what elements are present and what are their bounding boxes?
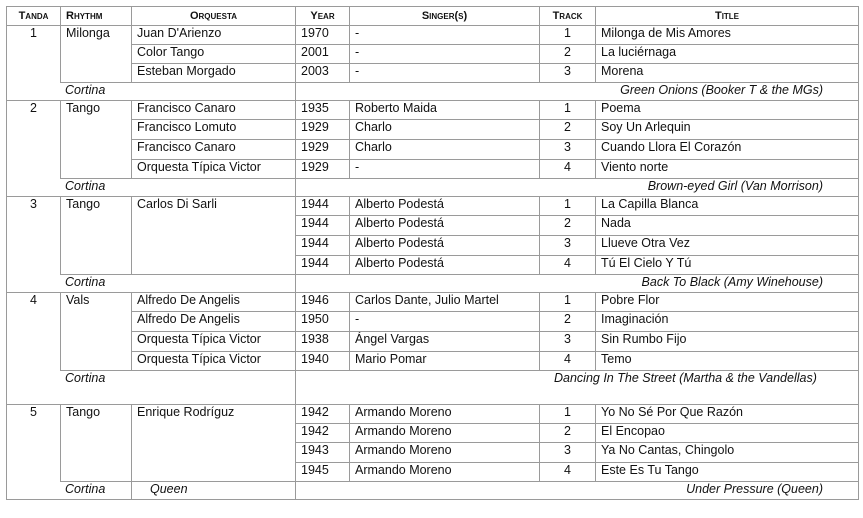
singer-cell: Charlo <box>350 140 540 160</box>
year-cell: 1950 <box>296 312 350 332</box>
year-cell: 1944 <box>296 236 350 256</box>
playlist-table <box>6 6 859 500</box>
table-row <box>7 26 859 45</box>
title-cell: Este Es Tu Tango <box>596 463 859 482</box>
title-cell: Ya No Cantas, Chingolo <box>596 443 859 463</box>
singer-cell: Armando Moreno <box>350 405 540 424</box>
track-cell: 2 <box>540 216 596 236</box>
cortina-row <box>7 275 859 293</box>
year-cell: 1944 <box>296 256 350 275</box>
year-cell: 1929 <box>296 140 350 160</box>
header-orquesta: Orquesta <box>132 7 296 26</box>
title-cell: Yo No Sé Por Que Razón <box>596 405 859 424</box>
singer-cell: Roberto Maida <box>350 101 540 120</box>
track-cell: 3 <box>540 236 596 256</box>
singer-cell: Carlos Dante, Julio Martel <box>350 293 540 312</box>
table-row <box>7 197 859 216</box>
table-row <box>7 45 859 64</box>
orquesta-cell: Juan D'Arienzo <box>132 26 296 45</box>
cortina-row <box>7 371 859 405</box>
track-cell: 3 <box>540 64 596 83</box>
title-cell: Cuando Llora El Corazón <box>596 140 859 160</box>
tanda-number: 4 <box>7 293 61 371</box>
track-cell: 2 <box>540 424 596 443</box>
cortina-title: Brown-eyed Girl (Van Morrison) <box>296 179 859 197</box>
year-cell: 2003 <box>296 64 350 83</box>
singer-cell: Mario Pomar <box>350 352 540 371</box>
cortina-label: Cortina <box>7 275 296 293</box>
year-cell: 1938 <box>296 332 350 352</box>
title-cell: Imaginación <box>596 312 859 332</box>
table-row <box>7 293 859 312</box>
table-row <box>7 352 859 371</box>
cortina-title: Under Pressure (Queen) <box>296 482 859 500</box>
year-cell: 2001 <box>296 45 350 64</box>
header-row <box>7 7 859 26</box>
title-cell: Llueve Otra Vez <box>596 236 859 256</box>
cortina-title: Back To Black (Amy Winehouse) <box>296 275 859 293</box>
orquesta-cell: Francisco Canaro <box>132 101 296 120</box>
singer-cell: Alberto Podestá <box>350 236 540 256</box>
table-row <box>7 140 859 160</box>
table-row <box>7 332 859 352</box>
title-cell: Tú El Cielo Y Tú <box>596 256 859 275</box>
singer-cell: Armando Moreno <box>350 424 540 443</box>
tanda-number: 2 <box>7 101 61 179</box>
track-cell: 1 <box>540 197 596 216</box>
orquesta-cell: Francisco Canaro <box>132 140 296 160</box>
orquesta-cell: Color Tango <box>132 45 296 64</box>
year-cell: 1942 <box>296 405 350 424</box>
tanda-number: 3 <box>7 197 61 275</box>
title-cell: Viento norte <box>596 160 859 179</box>
track-cell: 1 <box>540 101 596 120</box>
year-cell: 1943 <box>296 443 350 463</box>
tanda-rhythm: Milonga <box>61 26 132 83</box>
tanda-rhythm: Tango <box>61 197 132 275</box>
title-cell: Morena <box>596 64 859 83</box>
title-cell: Poema <box>596 101 859 120</box>
table-row <box>7 312 859 332</box>
cortina-label: Cortina <box>7 83 296 101</box>
track-cell: 2 <box>540 120 596 140</box>
year-cell: 1946 <box>296 293 350 312</box>
track-cell: 1 <box>540 26 596 45</box>
table-row <box>7 64 859 83</box>
cortina-label: Cortina <box>7 179 296 197</box>
track-cell: 3 <box>540 332 596 352</box>
tanda-rhythm: Tango <box>61 101 132 179</box>
singer-cell: - <box>350 64 540 83</box>
singer-cell: Charlo <box>350 120 540 140</box>
singer-cell: Ángel Vargas <box>350 332 540 352</box>
singer-cell: Alberto Podestá <box>350 216 540 236</box>
singer-cell: - <box>350 160 540 179</box>
track-cell: 2 <box>540 45 596 64</box>
title-cell: Nada <box>596 216 859 236</box>
tanda-rhythm: Tango <box>61 405 132 482</box>
orquesta-cell: Orquesta Típica Victor <box>132 160 296 179</box>
header-year: Year <box>296 7 350 26</box>
orquesta-cell: Francisco Lomuto <box>132 120 296 140</box>
cortina-row <box>7 179 859 197</box>
orquesta-cell: Enrique Rodríguz <box>132 405 296 482</box>
orquesta-cell: Esteban Morgado <box>132 64 296 83</box>
title-cell: La luciérnaga <box>596 45 859 64</box>
tanda-number: 1 <box>7 26 61 83</box>
cortina-title: Green Onions (Booker T & the MGs) <box>296 83 859 101</box>
cortina-label: Cortina <box>7 371 296 405</box>
singer-cell: - <box>350 312 540 332</box>
orquesta-cell: Orquesta Típica Victor <box>132 352 296 371</box>
table-row <box>7 120 859 140</box>
table-row <box>7 160 859 179</box>
singer-cell: Armando Moreno <box>350 443 540 463</box>
singer-cell: - <box>350 26 540 45</box>
orquesta-cell: Carlos Di Sarli <box>132 197 296 275</box>
singer-cell: Alberto Podestá <box>350 256 540 275</box>
title-cell: Temo <box>596 352 859 371</box>
header-tanda: Tanda <box>7 7 61 26</box>
year-cell: 1942 <box>296 424 350 443</box>
title-cell: Milonga de Mis Amores <box>596 26 859 45</box>
tanda-rhythm: Vals <box>61 293 132 371</box>
year-cell: 1945 <box>296 463 350 482</box>
singer-cell: - <box>350 45 540 64</box>
cortina-band: Queen <box>132 482 296 500</box>
header-singers: Singer(s) <box>350 7 540 26</box>
tanda-number: 5 <box>7 405 61 482</box>
cortina-row <box>7 83 859 101</box>
track-cell: 4 <box>540 160 596 179</box>
table-row <box>7 405 859 424</box>
year-cell: 1929 <box>296 160 350 179</box>
track-cell: 1 <box>540 405 596 424</box>
title-cell: Soy Un Arlequin <box>596 120 859 140</box>
title-cell: El Encopao <box>596 424 859 443</box>
title-cell: La Capilla Blanca <box>596 197 859 216</box>
title-cell: Pobre Flor <box>596 293 859 312</box>
year-cell: 1970 <box>296 26 350 45</box>
year-cell: 1940 <box>296 352 350 371</box>
header-rhythm: Rhythm <box>61 7 132 26</box>
title-cell: Sin Rumbo Fijo <box>596 332 859 352</box>
cortina-title: Dancing In The Street (Martha & the Vandellas) <box>296 371 859 405</box>
orquesta-cell: Orquesta Típica Victor <box>132 332 296 352</box>
track-cell: 4 <box>540 256 596 275</box>
header-track: Track <box>540 7 596 26</box>
year-cell: 1935 <box>296 101 350 120</box>
singer-cell: Alberto Podestá <box>350 197 540 216</box>
orquesta-cell: Alfredo De Angelis <box>132 293 296 312</box>
cortina-row <box>7 482 859 500</box>
cortina-label: Cortina <box>7 482 132 500</box>
header-title: Title <box>596 7 859 26</box>
track-cell: 2 <box>540 312 596 332</box>
orquesta-cell: Alfredo De Angelis <box>132 312 296 332</box>
table-row <box>7 101 859 120</box>
track-cell: 1 <box>540 293 596 312</box>
year-cell: 1944 <box>296 216 350 236</box>
track-cell: 4 <box>540 352 596 371</box>
track-cell: 3 <box>540 140 596 160</box>
singer-cell: Armando Moreno <box>350 463 540 482</box>
year-cell: 1929 <box>296 120 350 140</box>
track-cell: 4 <box>540 463 596 482</box>
year-cell: 1944 <box>296 197 350 216</box>
track-cell: 3 <box>540 443 596 463</box>
